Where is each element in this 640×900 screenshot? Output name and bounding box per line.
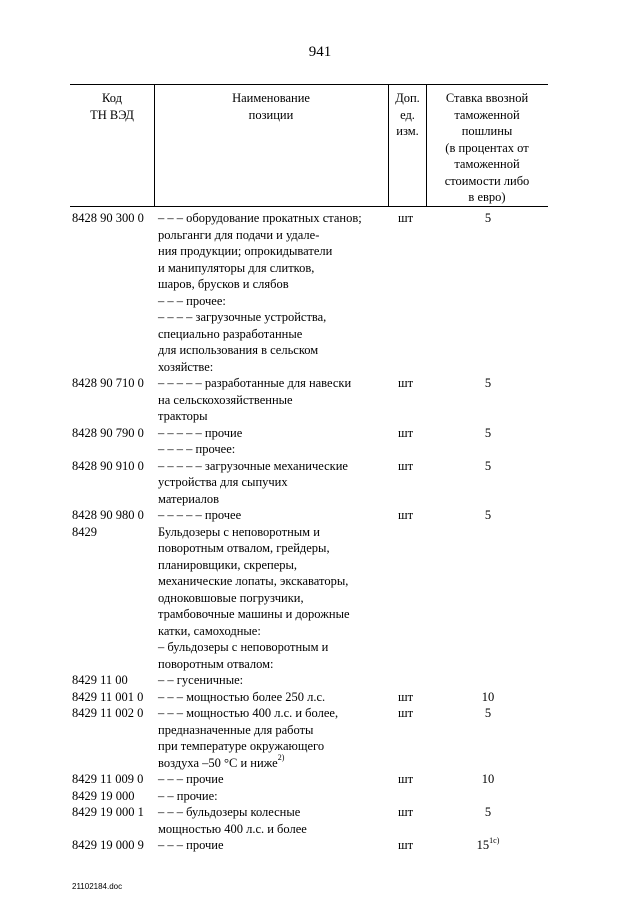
header-name: [156, 90, 386, 123]
column-divider: [154, 84, 155, 207]
description-line: [158, 689, 390, 706]
item-description: [158, 425, 390, 442]
header-name-line: Наименование: [232, 91, 310, 105]
description-line: [158, 837, 390, 854]
description-line: [158, 788, 390, 805]
duty-rate-value: 5: [484, 458, 492, 473]
duty-rate: [470, 771, 506, 788]
duty-rate: [470, 507, 506, 524]
table-top-rule: [70, 84, 548, 85]
tariff-code: 8429 19 000 1: [72, 805, 144, 819]
description-text: материалов: [158, 491, 220, 506]
tariff-code: 8428 90 790 0: [72, 425, 144, 440]
header-unit-line: Доп.: [395, 91, 420, 105]
description-line: [158, 771, 390, 788]
description-line: [158, 821, 390, 838]
page-number: 941: [308, 44, 332, 60]
description-text: – – – – – прочее: [158, 508, 242, 522]
description-line: [158, 755, 390, 772]
unit-of-measure: шт: [398, 838, 414, 852]
description-text: – – – – – загрузочные механические: [158, 458, 348, 473]
description-text: – – – – загрузочные устройства,: [158, 310, 327, 324]
item-description: [158, 689, 390, 706]
item-description: [158, 705, 390, 771]
duty-rate: [470, 804, 506, 821]
header-rate-line: таможенной: [454, 157, 520, 171]
header-rate-line: пошлины: [461, 124, 513, 138]
description-text: Бульдозеры с неповоротным и: [158, 524, 320, 539]
tariff-code: 8429 11 001 0: [72, 689, 144, 704]
item-description: [158, 375, 390, 425]
description-text: – – прочие:: [158, 788, 218, 803]
footnote-marker: 1c): [489, 835, 500, 845]
description-text: – – – оборудование прокатных станов;: [158, 211, 362, 225]
duty-rate: [470, 458, 506, 475]
description-text: – – – прочее:: [158, 293, 226, 308]
unit-of-measure: шт: [398, 772, 414, 786]
header-code: [72, 90, 152, 123]
unit-of-measure: шт: [398, 458, 414, 473]
tariff-code: 8429 11 009 0: [72, 772, 144, 786]
description-line: [158, 524, 390, 541]
item-description: [158, 771, 390, 788]
item-description: [158, 309, 390, 375]
description-line: [158, 590, 390, 607]
description-line: [158, 656, 390, 673]
duty-rate: [470, 705, 506, 722]
tariff-code: 8429 19 000: [72, 788, 135, 803]
description-text: специально разработанные: [158, 326, 303, 341]
description-line: [158, 540, 390, 557]
description-text: мощностью 400 л.с. и более: [158, 821, 307, 836]
tariff-code: 8428 90 980 0: [72, 508, 144, 522]
item-description: [158, 210, 390, 293]
duty-rate: [470, 837, 506, 854]
description-line: [158, 227, 390, 244]
duty-rate-value: 10: [481, 772, 495, 786]
description-text: трамбовочные машины и дорожные: [158, 607, 350, 621]
description-line: [158, 359, 390, 376]
description-text: механические лопаты, экскаваторы,: [158, 574, 349, 588]
table-header-rule: [70, 206, 548, 207]
duty-rate: [470, 689, 506, 706]
description-line: [158, 210, 390, 227]
header-unit: [389, 90, 426, 140]
description-line: [158, 557, 390, 574]
item-description: [158, 804, 390, 837]
description-line: [158, 705, 390, 722]
description-text: – – – прочие: [158, 772, 224, 786]
item-description: [158, 524, 390, 673]
description-line: [158, 507, 390, 524]
description-text: – – – – прочее:: [158, 442, 236, 456]
description-text: ния продукции; опрокидыватели: [158, 244, 333, 258]
description-text: – – – мощностью более 250 л.с.: [158, 689, 326, 704]
description-line: [158, 293, 390, 310]
tariff-code: 8428 90 710 0: [72, 376, 144, 390]
description-text: планировщики, скреперы,: [158, 557, 298, 572]
header-code-line: Код: [102, 91, 122, 105]
header-rate: [427, 90, 547, 206]
description-text: – – гусеничные:: [158, 673, 244, 687]
description-text: – – – мощностью 400 л.с. и более,: [158, 706, 339, 720]
file-name: 21102184.doc: [72, 882, 123, 891]
unit-of-measure: шт: [398, 425, 414, 440]
unit-of-measure: шт: [398, 211, 414, 225]
unit-of-measure: шт: [398, 805, 414, 819]
header-rate-line: (в процентах от: [445, 140, 529, 155]
description-text: – – – прочие: [158, 838, 224, 852]
description-line: [158, 491, 390, 508]
header-rate-line: в евро): [468, 190, 506, 204]
duty-rate: [470, 375, 506, 392]
description-line: [158, 260, 390, 277]
header-rate-line: Ставка ввозной: [445, 91, 529, 105]
tariff-code: 8429 11 00: [72, 673, 128, 687]
description-text: поворотным отвалом:: [158, 656, 274, 671]
tariff-code: 8429 19 000 9: [72, 838, 144, 852]
duty-rate-value: 5: [484, 211, 492, 225]
item-description: [158, 458, 390, 508]
description-text: на сельскохозяйственные: [158, 392, 293, 407]
unit-of-measure: шт: [398, 376, 414, 390]
tariff-code: 8428 90 910 0: [72, 458, 144, 473]
tariff-code: 8428 90 300 0: [72, 211, 144, 225]
duty-rate: [470, 425, 506, 442]
header-rate-line: стоимости либо: [444, 173, 530, 188]
description-text: одноковшовые погрузчики,: [158, 590, 304, 605]
description-line: [158, 408, 390, 425]
duty-rate: [470, 210, 506, 227]
description-text: поворотным отвалом, грейдеры,: [158, 541, 330, 555]
header-unit-line: изм.: [396, 124, 419, 138]
duty-rate-value: 5: [484, 508, 492, 522]
item-description: [158, 672, 390, 689]
tariff-code: 8429 11 002 0: [72, 706, 144, 720]
header-rate-line: таможенной: [454, 107, 520, 122]
description-text: устройства для сыпучих: [158, 475, 288, 489]
description-line: [158, 623, 390, 640]
description-line: [158, 722, 390, 739]
header-code-line: ТН ВЭД: [90, 107, 134, 122]
unit-of-measure: шт: [398, 508, 414, 522]
description-line: [158, 342, 390, 359]
item-description: [158, 837, 390, 854]
item-description: [158, 507, 390, 524]
description-line: [158, 276, 390, 293]
duty-rate-value: 5: [484, 425, 492, 440]
description-text: – бульдозеры с неповоротным и: [158, 640, 329, 654]
header-name-line: позиции: [248, 107, 294, 122]
unit-of-measure: шт: [398, 689, 414, 704]
item-description: [158, 293, 390, 310]
description-line: [158, 738, 390, 755]
description-text: для использования в сельском: [158, 343, 319, 357]
description-line: [158, 672, 390, 689]
description-text: – – – бульдозеры колесные: [158, 805, 301, 819]
description-line: [158, 375, 390, 392]
description-text: предназначенные для работы: [158, 722, 314, 737]
item-description: [158, 788, 390, 805]
description-line: [158, 441, 390, 458]
description-line: [158, 243, 390, 260]
description-line: [158, 474, 390, 491]
description-line: [158, 804, 390, 821]
description-line: [158, 573, 390, 590]
description-text: – – – – – разработанные для навески: [158, 376, 352, 390]
description-line: [158, 458, 390, 475]
description-line: [158, 309, 390, 326]
description-text: воздуха –50 °С и ниже: [158, 755, 278, 770]
duty-rate-value: 10: [481, 689, 495, 704]
duty-rate-value: 5: [484, 376, 492, 390]
description-text: при температуре окружающего: [158, 739, 325, 753]
footnote-marker: 2): [277, 753, 285, 763]
description-text: и манипуляторы для слитков,: [158, 260, 315, 275]
description-text: тракторы: [158, 409, 208, 423]
description-text: рольганги для подачи и удале-: [158, 227, 320, 242]
description-text: катки, самоходные:: [158, 623, 261, 638]
unit-of-measure: шт: [398, 706, 414, 720]
item-description: [158, 441, 390, 458]
description-text: – – – – – прочие: [158, 425, 243, 440]
description-line: [158, 326, 390, 343]
description-line: [158, 606, 390, 623]
duty-rate-value: 5: [484, 805, 492, 819]
tariff-code: 8429: [72, 524, 97, 539]
description-line: [158, 425, 390, 442]
header-unit-line: ед.: [400, 107, 415, 122]
description-text: хозяйстве:: [158, 359, 214, 374]
duty-rate-value: 5: [484, 706, 492, 720]
duty-rate-value: 15: [476, 838, 490, 852]
description-line: [158, 639, 390, 656]
description-line: [158, 392, 390, 409]
description-text: шаров, брусков и слябов: [158, 277, 289, 291]
